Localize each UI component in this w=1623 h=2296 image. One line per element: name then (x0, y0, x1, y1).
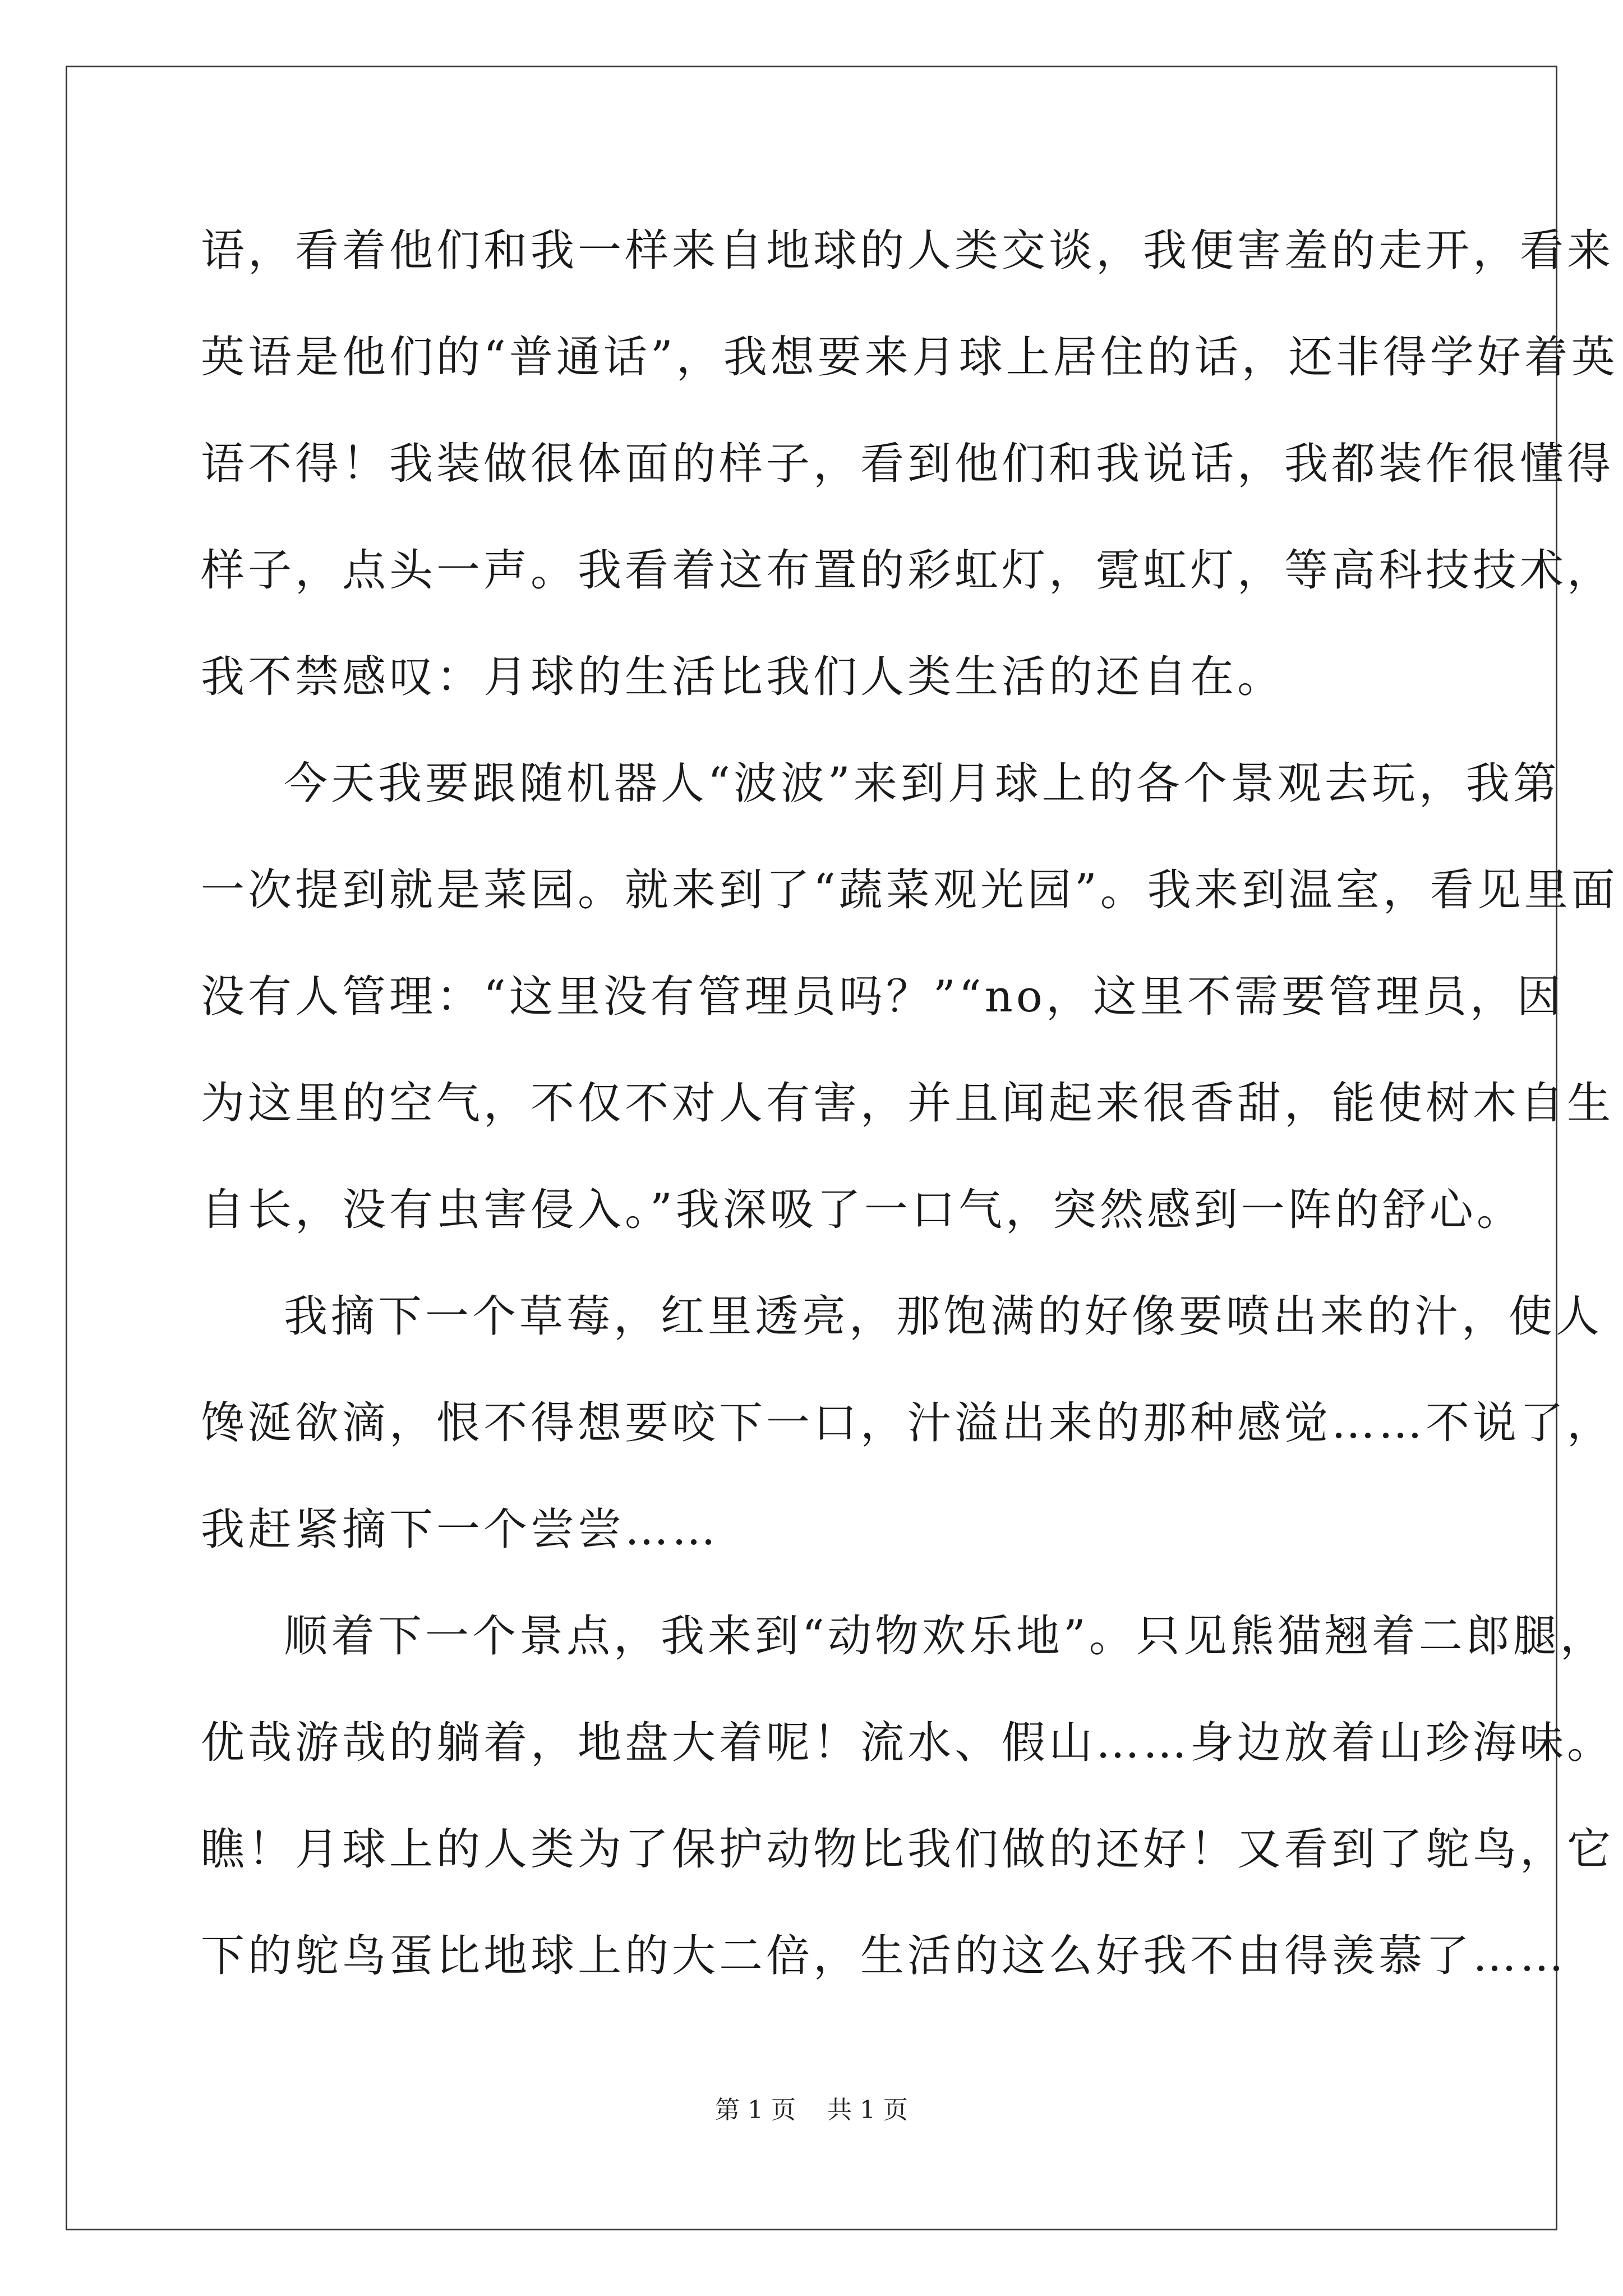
text-line: 没有人管理：“这里没有管理员吗？”“no，这里不需要管理员，因 (201, 972, 1564, 1022)
text-line: 馋涎欲滴，恨不得想要咬下一口，汁溢出来的那种感觉……不说了， (201, 1398, 1615, 1448)
text-line: 下的鸵鸟蛋比地球上的大二倍，生活的这么好我不由得羡慕了…… (201, 1931, 1567, 1981)
text-line: 优哉游哉的躺着，地盘大着呢！流水、假山……身边放着山珍海味。 (201, 1718, 1615, 1768)
text-line: 我赶紧摘下一个尝尝…… (201, 1504, 720, 1555)
page-footer: 第 1 页 共 1 页 (715, 2096, 908, 2124)
text-line: 语，看着他们和我一样来自地球的人类交谈，我便害羞的走开，看来 (201, 226, 1615, 276)
document-body (201, 220, 1619, 2032)
text-line: 样子，点头一声。我看着这布置的彩虹灯，霓虹灯，等高科技技术， (201, 545, 1615, 596)
text-line: 为这里的空气，不仅不对人有害，并且闻起来很香甜，能使树木自生 (201, 1078, 1615, 1129)
paragraph-start-line: 顺着下一个景点，我来到“动物欢乐地”。只见熊猫翘着二郎腿， (284, 1611, 1607, 1662)
text-line: 瞧！月球上的人类为了保护动物比我们做的还好！又看到了鸵鸟，它 (201, 1824, 1615, 1875)
text-line: 语不得！我装做很体面的样子，看到他们和我说话，我都装作很懂得 (201, 439, 1615, 489)
paragraph-start-line: 今天我要跟随机器人“波波”来到月球上的各个景观去玩，我第 (284, 758, 1560, 809)
text-line: 自长，没有虫害侵入。”我深吸了一口气，突然感到一阵的舒心。 (201, 1185, 1524, 1235)
text-line: 我不禁感叹：月球的生活比我们人类生活的还自在。 (201, 652, 1285, 702)
text-line: 英语是他们的“普通话”，我想要来月球上居住的话，还非得学好着英 (201, 332, 1619, 383)
text-line: 一次提到就是菜园。就来到了“蔬菜观光园”。我来到温室，看见里面 (201, 865, 1619, 915)
paragraph-start-line: 我摘下一个草莓，红里透亮，那饱满的好像要喷出来的汁，使人 (284, 1291, 1603, 1342)
